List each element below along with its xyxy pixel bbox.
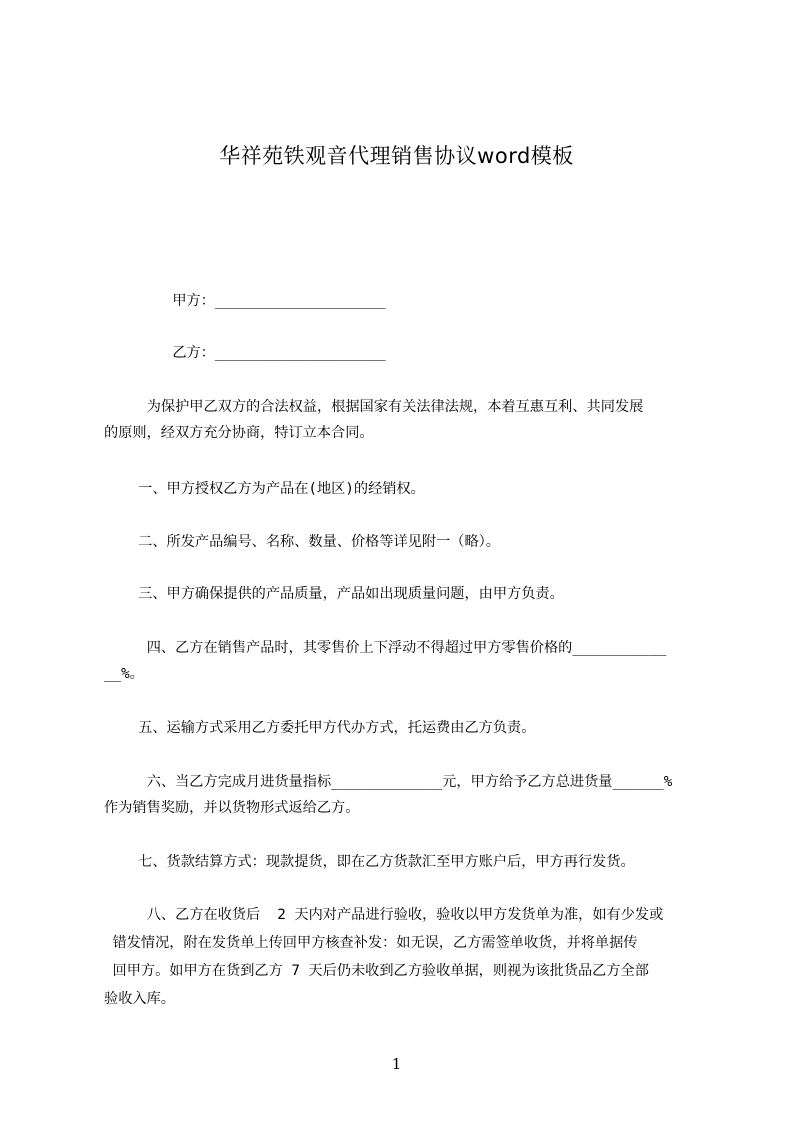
clause-6-line-1: 六、当乙方完成月进货量指标_____________元，甲方给予乙方总进货量______% [104, 774, 673, 790]
clause-8-line-2: 错发情况，附在发货单上传回甲方核查补发：如无误，乙方需签单收货，并将单据传 [104, 935, 638, 951]
clause-5: 五、运输方式采用乙方委托甲方代办方式，托运费由乙方负责。 [104, 720, 536, 736]
clause-7: 七、货款结算方式：现款提货，即在乙方货款汇至甲方账户后，甲方再行发货。 [104, 854, 635, 870]
clause-6-line-2: 作为销售奖励，并以货物形式返给乙方。 [104, 800, 360, 816]
clause-2: 二、所发产品编号、名称、数量、价格等详见附一（略）。 [104, 534, 500, 550]
clause-3: 三、甲方确保提供的产品质量，产品如出现质量问题，由甲方负责。 [104, 586, 564, 602]
document-title: 华祥苑铁观音代理销售协议word模板 [219, 144, 574, 168]
party-b-line: 乙方：____________________ [104, 345, 386, 361]
party-a-line: 甲方：____________________ [104, 293, 386, 309]
clause-1: 一、甲方授权乙方为产品在(地区)的经销权。 [104, 481, 425, 497]
page-number: 1 [391, 1055, 402, 1073]
intro-line-2: 的原则，经双方充分协商，特订立本合同。 [104, 425, 374, 441]
clause-4-line-1: 四、乙方在销售产品时，其零售价上下浮动不得超过甲方零售价格的___________ [104, 640, 667, 656]
clause-8-line-1: 八、乙方在收货后 2 天内对产品进行验收，验收以甲方发货单为准，如有少发或 [104, 907, 664, 923]
clause-8-line-3: 回甲方。如甲方在货到乙方 7 天后仍未收到乙方验收单据，则视为该批货品乙方全部 [104, 963, 649, 979]
clause-4-line-2: __%。 [104, 666, 144, 682]
intro-line-1: 为保护甲乙双方的合法权益，根据国家有关法律法规，本着互惠互利、共同发展 [104, 399, 644, 415]
clause-8-line-4: 验收入库。 [104, 991, 175, 1007]
